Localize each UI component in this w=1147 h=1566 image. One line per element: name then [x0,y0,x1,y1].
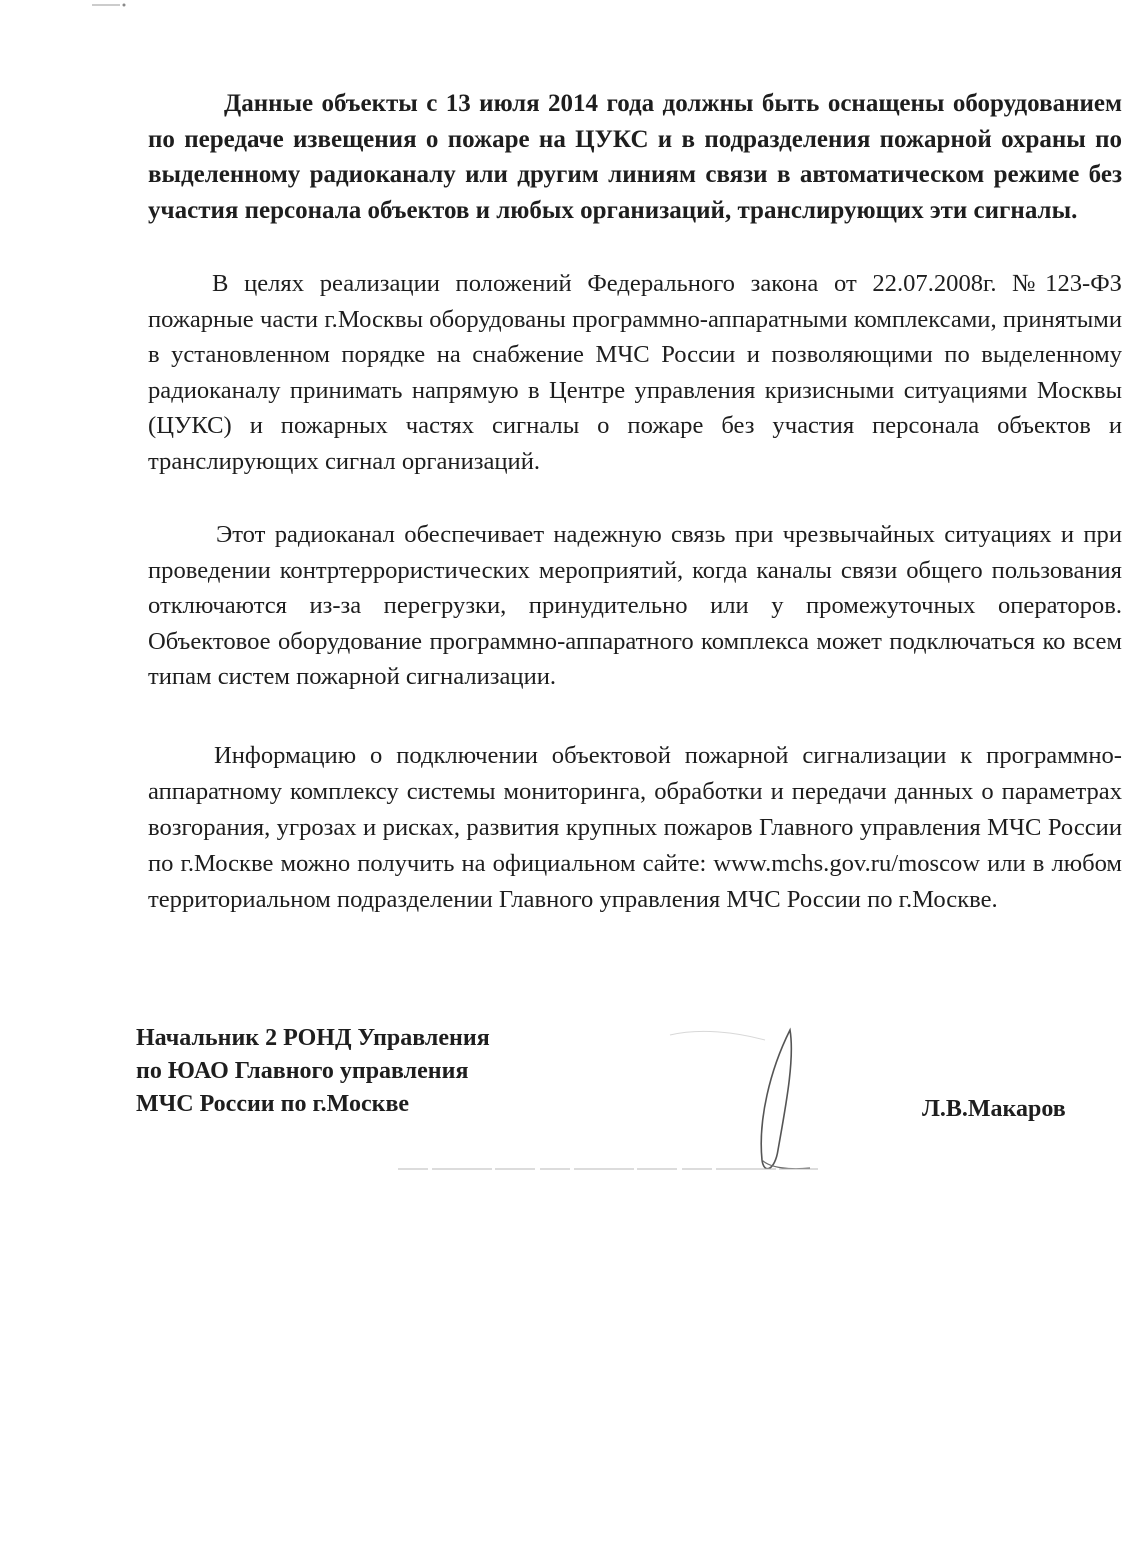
signatory-name: Л.В.Макаров [922,1096,1066,1122]
signatory-title-line: по ЮАО Главного управления [136,1058,469,1084]
handwritten-signature [640,1010,880,1190]
scan-artifact-line [398,1168,818,1170]
signatory-title-line: МЧС России по г.Москве [136,1091,410,1117]
paragraph-contact-info: Информацию о подключении объектовой пожарной сигнализации к программно-аппаратному комплексу системы мониторинга, обработки и передачи данных о параметрах возгорания, угрозах и рисках, развития крупных пожаров Главного управления МЧС России по г.Москве можно получить на официальном сайте: www.mchs.gov.ru/moscow или в любом территориальном подразделении Главного управления МЧС России по г.Москве. [148,742,1122,913]
paragraph-equipment-requirement: Данные объекты с 13 июля 2014 года должны быть оснащены оборудованием по передаче извещения о пожаре на ЦУКС и в подразделения пожарной охраны по выделенному радиоканалу или другим линиям связи в автоматическом режиме без участия персонала объектов и любых организаций, транслирующих эти сигналы. [148,90,1122,224]
signatory-title [136,1022,490,1121]
signatory-title-line: Начальник 2 РОНД Управления [136,1025,490,1051]
paragraph-federal-law: В целях реализации положений Федерального закона от 22.07.2008г. №123-ФЗ пожарные части г.Москвы оборудованы программно-аппаратными комплексами, принятыми в установленном порядке на снабжение МЧС России и позволяющими по выделенному радиоканалу принимать напрямую в Центре управления кризисными ситуациями Москвы (ЦУКС) и пожарных частях сигналы о пожаре без участия персонала объектов и транслирующих сигнал организаций. [148,270,1122,475]
paragraph-radio-channel: Этот радиоканал обеспечивает надежную связь при чрезвычайных ситуациях и при проведении контртеррористических мероприятий, когда каналы связи общего пользования отключаются из-за перегрузки, принудительно или у промежуточных операторов. Объектовое оборудование программно-аппаратного комплекса может подключаться ко всем типам систем пожарной сигнализации. [148,521,1122,690]
scan-artifact-mark [90,2,130,8]
